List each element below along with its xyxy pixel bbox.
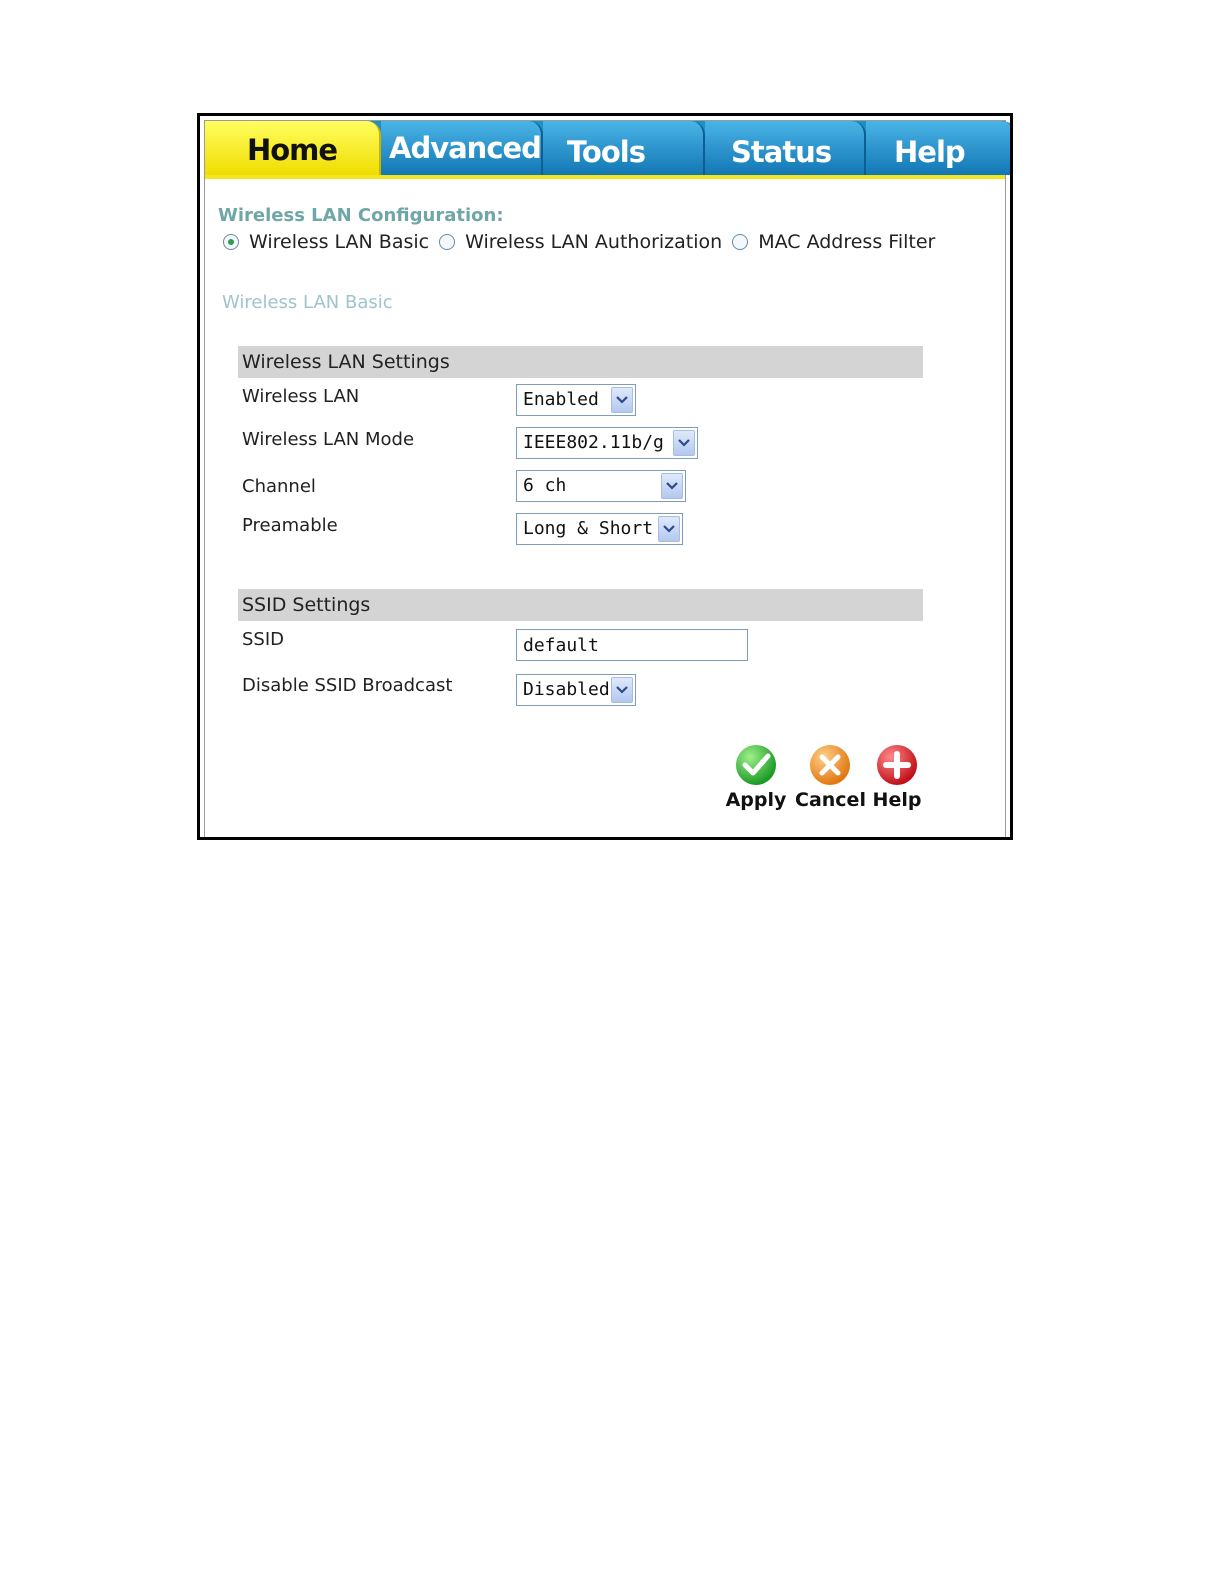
- section-subtitle: Wireless LAN Basic: [222, 292, 393, 313]
- chevron-down-icon[interactable]: [611, 387, 633, 413]
- wireless-lan-label: Wireless LAN: [242, 386, 360, 407]
- tab-help[interactable]: Help: [866, 121, 1013, 175]
- tab-advanced[interactable]: Advanced: [381, 121, 543, 175]
- preamble-select[interactable]: [516, 513, 683, 545]
- radio-selected-icon[interactable]: [223, 234, 239, 250]
- config-radio-group: [223, 231, 945, 253]
- radio-wireless-lan-basic[interactable]: [223, 231, 429, 253]
- chevron-down-icon[interactable]: [658, 516, 680, 542]
- help-label: Help: [872, 789, 922, 811]
- select-value: IEEE802.11b/g: [523, 432, 664, 453]
- chevron-down-icon[interactable]: [673, 430, 695, 456]
- radio-label: Wireless LAN Basic: [249, 231, 430, 253]
- disable-ssid-broadcast-label: Disable SSID Broadcast: [242, 675, 453, 696]
- help-button[interactable]: [862, 743, 932, 811]
- radio-label: Wireless LAN Authorization: [465, 231, 723, 253]
- tab-tools[interactable]: Tools: [543, 121, 705, 175]
- radio-wireless-lan-authorization[interactable]: [439, 231, 722, 253]
- wireless-lan-settings-header: Wireless LAN Settings: [238, 346, 923, 378]
- router-config-frame: [197, 113, 1013, 840]
- wireless-lan-mode-label: Wireless LAN Mode: [242, 429, 415, 450]
- apply-button[interactable]: [721, 743, 791, 811]
- config-panel: [204, 120, 1006, 837]
- config-title: Wireless LAN Configuration:: [218, 205, 504, 226]
- ssid-label: SSID: [242, 629, 285, 650]
- plus-help-icon[interactable]: [875, 743, 919, 787]
- wireless-lan-select[interactable]: [516, 384, 636, 416]
- radio-label: MAC Address Filter: [758, 231, 936, 253]
- select-value: Enabled: [523, 389, 599, 410]
- select-value: Disabled: [523, 679, 610, 700]
- cancel-button[interactable]: [795, 743, 865, 811]
- disable-ssid-broadcast-select[interactable]: [516, 674, 636, 706]
- radio-unselected-icon[interactable]: [439, 234, 455, 250]
- ssid-settings-header: SSID Settings: [238, 589, 923, 621]
- chevron-down-icon[interactable]: [611, 677, 633, 703]
- wireless-lan-mode-select[interactable]: [516, 427, 698, 459]
- ssid-input[interactable]: [516, 629, 748, 661]
- select-value: Long & Short: [523, 518, 654, 539]
- preamble-label: Preamable: [242, 515, 338, 536]
- chevron-down-icon[interactable]: [661, 473, 683, 499]
- channel-select[interactable]: [516, 470, 686, 502]
- checkmark-icon[interactable]: [734, 743, 778, 787]
- radio-mac-address-filter[interactable]: [732, 231, 935, 253]
- tab-bar: [205, 121, 1005, 179]
- cancel-label: Cancel: [795, 789, 866, 811]
- channel-label: Channel: [242, 476, 316, 497]
- tab-status[interactable]: Status: [705, 121, 866, 175]
- apply-label: Apply: [725, 789, 787, 811]
- radio-unselected-icon[interactable]: [732, 234, 748, 250]
- cancel-x-icon[interactable]: [808, 743, 852, 787]
- tab-home[interactable]: Home: [205, 121, 381, 175]
- select-value: 6 ch: [523, 475, 567, 496]
